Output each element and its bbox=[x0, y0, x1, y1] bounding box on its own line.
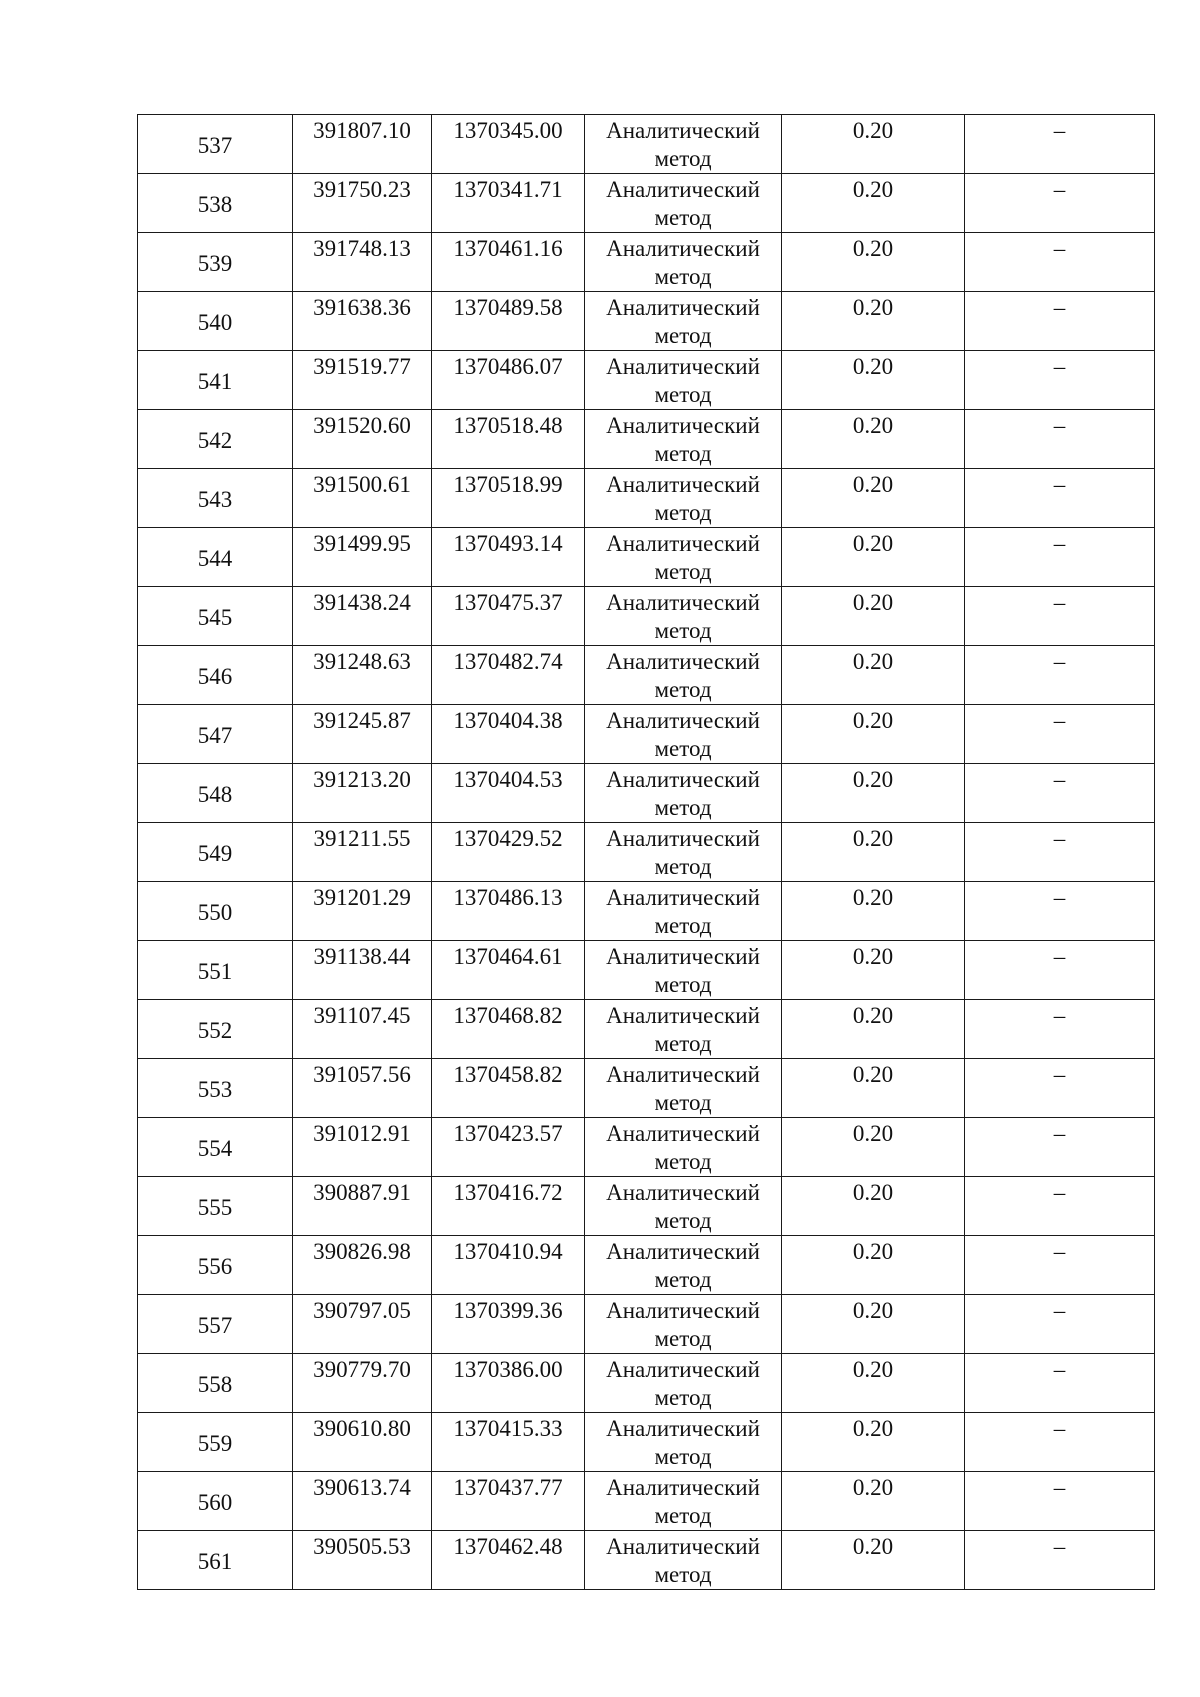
method-line-1: Аналитический bbox=[606, 531, 760, 556]
x-coordinate-cell: 391138.44 bbox=[293, 941, 432, 1000]
table-row bbox=[138, 351, 1155, 410]
method-cell bbox=[585, 1000, 782, 1059]
accuracy-cell: 0.20 bbox=[782, 1531, 965, 1590]
x-coordinate-cell: 391748.13 bbox=[293, 233, 432, 292]
point-number: 553 bbox=[197, 1077, 233, 1102]
table-row bbox=[138, 115, 1155, 174]
x-coordinate-cell: 391500.61 bbox=[293, 469, 432, 528]
method-cell bbox=[585, 1531, 782, 1590]
point-number: 548 bbox=[197, 782, 233, 807]
x-coordinate-cell: 390826.98 bbox=[293, 1236, 432, 1295]
method-line-2: метод bbox=[654, 618, 712, 643]
y-coordinate-cell: 1370404.38 bbox=[432, 705, 585, 764]
method-line-1: Аналитический bbox=[606, 1180, 760, 1205]
y-coordinate-cell: 1370423.57 bbox=[432, 1118, 585, 1177]
note-cell: – bbox=[965, 351, 1155, 410]
method-line-1: Аналитический bbox=[606, 1239, 760, 1264]
note-cell: – bbox=[965, 174, 1155, 233]
note-cell: – bbox=[965, 292, 1155, 351]
note-cell: – bbox=[965, 1000, 1155, 1059]
x-coordinate-cell: 390779.70 bbox=[293, 1354, 432, 1413]
y-coordinate-cell: 1370345.00 bbox=[432, 115, 585, 174]
table-row bbox=[138, 1000, 1155, 1059]
x-coordinate-cell: 391499.95 bbox=[293, 528, 432, 587]
point-number: 537 bbox=[197, 133, 233, 158]
method-cell bbox=[585, 1472, 782, 1531]
y-coordinate-cell: 1370415.33 bbox=[432, 1413, 585, 1472]
note-cell: – bbox=[965, 1295, 1155, 1354]
method-line-1: Аналитический bbox=[606, 649, 760, 674]
table-row bbox=[138, 1354, 1155, 1413]
point-number-cell bbox=[138, 351, 293, 410]
table-row bbox=[138, 292, 1155, 351]
accuracy-cell: 0.20 bbox=[782, 292, 965, 351]
method-line-1: Аналитический bbox=[606, 236, 760, 261]
method-line-2: метод bbox=[654, 1385, 712, 1410]
point-number: 554 bbox=[197, 1136, 233, 1161]
point-number: 558 bbox=[197, 1372, 233, 1397]
table-row bbox=[138, 882, 1155, 941]
x-coordinate-cell: 391750.23 bbox=[293, 174, 432, 233]
point-number-cell bbox=[138, 941, 293, 1000]
point-number-cell bbox=[138, 1177, 293, 1236]
accuracy-cell: 0.20 bbox=[782, 764, 965, 823]
x-coordinate-cell: 391638.36 bbox=[293, 292, 432, 351]
point-number-cell bbox=[138, 1531, 293, 1590]
table-row bbox=[138, 1295, 1155, 1354]
method-line-1: Аналитический bbox=[606, 1062, 760, 1087]
method-cell bbox=[585, 705, 782, 764]
table-row bbox=[138, 941, 1155, 1000]
accuracy-cell: 0.20 bbox=[782, 1118, 965, 1177]
method-line-1: Аналитический bbox=[606, 118, 760, 143]
x-coordinate-cell: 391519.77 bbox=[293, 351, 432, 410]
method-cell bbox=[585, 1177, 782, 1236]
method-line-2: метод bbox=[654, 913, 712, 938]
point-number: 539 bbox=[197, 251, 233, 276]
y-coordinate-cell: 1370458.82 bbox=[432, 1059, 585, 1118]
point-number: 538 bbox=[197, 192, 233, 217]
point-number-cell bbox=[138, 646, 293, 705]
method-line-2: метод bbox=[654, 1326, 712, 1351]
note-cell: – bbox=[965, 1354, 1155, 1413]
method-line-2: метод bbox=[654, 677, 712, 702]
y-coordinate-cell: 1370486.13 bbox=[432, 882, 585, 941]
method-line-1: Аналитический bbox=[606, 826, 760, 851]
y-coordinate-cell: 1370468.82 bbox=[432, 1000, 585, 1059]
accuracy-cell: 0.20 bbox=[782, 882, 965, 941]
point-number: 543 bbox=[197, 487, 233, 512]
point-number: 546 bbox=[197, 664, 233, 689]
method-line-2: метод bbox=[654, 1149, 712, 1174]
x-coordinate-cell: 390505.53 bbox=[293, 1531, 432, 1590]
x-coordinate-cell: 391807.10 bbox=[293, 115, 432, 174]
accuracy-cell: 0.20 bbox=[782, 1295, 965, 1354]
method-line-1: Аналитический bbox=[606, 767, 760, 792]
method-line-1: Аналитический bbox=[606, 1298, 760, 1323]
y-coordinate-cell: 1370493.14 bbox=[432, 528, 585, 587]
note-cell: – bbox=[965, 941, 1155, 1000]
method-line-2: метод bbox=[654, 382, 712, 407]
accuracy-cell: 0.20 bbox=[782, 1177, 965, 1236]
table-row bbox=[138, 1177, 1155, 1236]
note-cell: – bbox=[965, 1118, 1155, 1177]
table-row bbox=[138, 1118, 1155, 1177]
method-line-1: Аналитический bbox=[606, 1416, 760, 1441]
method-line-1: Аналитический bbox=[606, 1121, 760, 1146]
method-cell bbox=[585, 1354, 782, 1413]
method-line-1: Аналитический bbox=[606, 1003, 760, 1028]
point-number: 552 bbox=[197, 1018, 233, 1043]
note-cell: – bbox=[965, 882, 1155, 941]
method-line-1: Аналитический bbox=[606, 944, 760, 969]
table-row bbox=[138, 1059, 1155, 1118]
y-coordinate-cell: 1370489.58 bbox=[432, 292, 585, 351]
y-coordinate-cell: 1370482.74 bbox=[432, 646, 585, 705]
point-number-cell bbox=[138, 1000, 293, 1059]
method-line-2: метод bbox=[654, 1208, 712, 1233]
note-cell: – bbox=[965, 1472, 1155, 1531]
accuracy-cell: 0.20 bbox=[782, 1413, 965, 1472]
x-coordinate-cell: 391248.63 bbox=[293, 646, 432, 705]
x-coordinate-cell: 391245.87 bbox=[293, 705, 432, 764]
point-number-cell bbox=[138, 292, 293, 351]
method-line-2: метод bbox=[654, 795, 712, 820]
x-coordinate-cell: 391107.45 bbox=[293, 1000, 432, 1059]
accuracy-cell: 0.20 bbox=[782, 528, 965, 587]
note-cell: – bbox=[965, 1177, 1155, 1236]
y-coordinate-cell: 1370386.00 bbox=[432, 1354, 585, 1413]
accuracy-cell: 0.20 bbox=[782, 823, 965, 882]
accuracy-cell: 0.20 bbox=[782, 351, 965, 410]
point-number: 561 bbox=[197, 1549, 233, 1574]
method-line-2: метод bbox=[654, 205, 712, 230]
method-line-2: метод bbox=[654, 559, 712, 584]
accuracy-cell: 0.20 bbox=[782, 233, 965, 292]
method-line-2: метод bbox=[654, 854, 712, 879]
note-cell: – bbox=[965, 705, 1155, 764]
method-line-1: Аналитический bbox=[606, 708, 760, 733]
method-cell bbox=[585, 233, 782, 292]
method-cell bbox=[585, 469, 782, 528]
x-coordinate-cell: 391057.56 bbox=[293, 1059, 432, 1118]
point-number: 551 bbox=[197, 959, 233, 984]
y-coordinate-cell: 1370518.48 bbox=[432, 410, 585, 469]
table-row bbox=[138, 410, 1155, 469]
method-line-2: метод bbox=[654, 264, 712, 289]
method-cell bbox=[585, 410, 782, 469]
accuracy-cell: 0.20 bbox=[782, 174, 965, 233]
y-coordinate-cell: 1370475.37 bbox=[432, 587, 585, 646]
table-row bbox=[138, 646, 1155, 705]
point-number: 549 bbox=[197, 841, 233, 866]
method-cell bbox=[585, 174, 782, 233]
accuracy-cell: 0.20 bbox=[782, 115, 965, 174]
method-line-1: Аналитический bbox=[606, 885, 760, 910]
method-line-1: Аналитический bbox=[606, 1534, 760, 1559]
point-number: 550 bbox=[197, 900, 233, 925]
method-line-2: метод bbox=[654, 1267, 712, 1292]
accuracy-cell: 0.20 bbox=[782, 410, 965, 469]
method-line-2: метод bbox=[654, 1562, 712, 1587]
point-number: 555 bbox=[197, 1195, 233, 1220]
method-line-2: метод bbox=[654, 1503, 712, 1528]
table-row bbox=[138, 1472, 1155, 1531]
accuracy-cell: 0.20 bbox=[782, 1472, 965, 1531]
point-number-cell bbox=[138, 764, 293, 823]
y-coordinate-cell: 1370518.99 bbox=[432, 469, 585, 528]
table-row bbox=[138, 233, 1155, 292]
note-cell: – bbox=[965, 233, 1155, 292]
method-cell bbox=[585, 823, 782, 882]
point-number-cell bbox=[138, 469, 293, 528]
method-line-1: Аналитический bbox=[606, 177, 760, 202]
table-row bbox=[138, 528, 1155, 587]
method-cell bbox=[585, 1059, 782, 1118]
point-number: 560 bbox=[197, 1490, 233, 1515]
method-line-2: метод bbox=[654, 1031, 712, 1056]
method-cell bbox=[585, 1236, 782, 1295]
accuracy-cell: 0.20 bbox=[782, 1354, 965, 1413]
x-coordinate-cell: 390613.74 bbox=[293, 1472, 432, 1531]
x-coordinate-cell: 390887.91 bbox=[293, 1177, 432, 1236]
method-cell bbox=[585, 292, 782, 351]
point-number-cell bbox=[138, 1413, 293, 1472]
x-coordinate-cell: 391012.91 bbox=[293, 1118, 432, 1177]
x-coordinate-cell: 391438.24 bbox=[293, 587, 432, 646]
y-coordinate-cell: 1370404.53 bbox=[432, 764, 585, 823]
y-coordinate-cell: 1370416.72 bbox=[432, 1177, 585, 1236]
accuracy-cell: 0.20 bbox=[782, 941, 965, 1000]
point-number: 540 bbox=[197, 310, 233, 335]
method-cell bbox=[585, 882, 782, 941]
accuracy-cell: 0.20 bbox=[782, 1000, 965, 1059]
x-coordinate-cell: 391211.55 bbox=[293, 823, 432, 882]
coordinates-table-body bbox=[138, 115, 1155, 1590]
note-cell: – bbox=[965, 764, 1155, 823]
method-line-1: Аналитический bbox=[606, 1357, 760, 1382]
y-coordinate-cell: 1370464.61 bbox=[432, 941, 585, 1000]
method-cell bbox=[585, 1295, 782, 1354]
point-number-cell bbox=[138, 705, 293, 764]
method-line-1: Аналитический bbox=[606, 413, 760, 438]
point-number: 544 bbox=[197, 546, 233, 571]
y-coordinate-cell: 1370429.52 bbox=[432, 823, 585, 882]
x-coordinate-cell: 390797.05 bbox=[293, 1295, 432, 1354]
note-cell: – bbox=[965, 646, 1155, 705]
point-number-cell bbox=[138, 587, 293, 646]
point-number-cell bbox=[138, 823, 293, 882]
table-row bbox=[138, 1236, 1155, 1295]
point-number-cell bbox=[138, 1295, 293, 1354]
note-cell: – bbox=[965, 1531, 1155, 1590]
table-row bbox=[138, 469, 1155, 528]
table-row bbox=[138, 1531, 1155, 1590]
method-line-2: метод bbox=[654, 1090, 712, 1115]
method-line-1: Аналитический bbox=[606, 590, 760, 615]
note-cell: – bbox=[965, 823, 1155, 882]
method-line-2: метод bbox=[654, 972, 712, 997]
table-row bbox=[138, 823, 1155, 882]
y-coordinate-cell: 1370410.94 bbox=[432, 1236, 585, 1295]
method-line-1: Аналитический bbox=[606, 295, 760, 320]
method-line-1: Аналитический bbox=[606, 1475, 760, 1500]
note-cell: – bbox=[965, 469, 1155, 528]
point-number-cell bbox=[138, 174, 293, 233]
x-coordinate-cell: 391520.60 bbox=[293, 410, 432, 469]
method-line-2: метод bbox=[654, 441, 712, 466]
y-coordinate-cell: 1370341.71 bbox=[432, 174, 585, 233]
method-cell bbox=[585, 115, 782, 174]
accuracy-cell: 0.20 bbox=[782, 1059, 965, 1118]
accuracy-cell: 0.20 bbox=[782, 1236, 965, 1295]
method-cell bbox=[585, 941, 782, 1000]
point-number-cell bbox=[138, 1472, 293, 1531]
method-cell bbox=[585, 1413, 782, 1472]
note-cell: – bbox=[965, 528, 1155, 587]
method-line-2: метод bbox=[654, 736, 712, 761]
method-cell bbox=[585, 764, 782, 823]
note-cell: – bbox=[965, 1236, 1155, 1295]
table-row bbox=[138, 587, 1155, 646]
table-row bbox=[138, 174, 1155, 233]
point-number: 547 bbox=[197, 723, 233, 748]
point-number-cell bbox=[138, 882, 293, 941]
note-cell: – bbox=[965, 587, 1155, 646]
y-coordinate-cell: 1370399.36 bbox=[432, 1295, 585, 1354]
accuracy-cell: 0.20 bbox=[782, 587, 965, 646]
method-cell bbox=[585, 351, 782, 410]
point-number-cell bbox=[138, 528, 293, 587]
table-row bbox=[138, 764, 1155, 823]
table-row bbox=[138, 1413, 1155, 1472]
point-number-cell bbox=[138, 1354, 293, 1413]
accuracy-cell: 0.20 bbox=[782, 469, 965, 528]
note-cell: – bbox=[965, 410, 1155, 469]
x-coordinate-cell: 390610.80 bbox=[293, 1413, 432, 1472]
accuracy-cell: 0.20 bbox=[782, 646, 965, 705]
point-number: 556 bbox=[197, 1254, 233, 1279]
point-number-cell bbox=[138, 410, 293, 469]
point-number: 541 bbox=[197, 369, 233, 394]
note-cell: – bbox=[965, 1413, 1155, 1472]
method-line-2: метод bbox=[654, 1444, 712, 1469]
note-cell: – bbox=[965, 1059, 1155, 1118]
y-coordinate-cell: 1370462.48 bbox=[432, 1531, 585, 1590]
table-row bbox=[138, 705, 1155, 764]
point-number-cell bbox=[138, 115, 293, 174]
point-number-cell bbox=[138, 1059, 293, 1118]
point-number-cell bbox=[138, 1236, 293, 1295]
method-cell bbox=[585, 528, 782, 587]
method-cell bbox=[585, 646, 782, 705]
method-line-2: метод bbox=[654, 323, 712, 348]
method-line-2: метод bbox=[654, 500, 712, 525]
method-line-1: Аналитический bbox=[606, 354, 760, 379]
method-line-1: Аналитический bbox=[606, 472, 760, 497]
point-number: 545 bbox=[197, 605, 233, 630]
note-cell: – bbox=[965, 115, 1155, 174]
accuracy-cell: 0.20 bbox=[782, 705, 965, 764]
point-number-cell bbox=[138, 1118, 293, 1177]
point-number: 559 bbox=[197, 1431, 233, 1456]
x-coordinate-cell: 391213.20 bbox=[293, 764, 432, 823]
y-coordinate-cell: 1370461.16 bbox=[432, 233, 585, 292]
coordinates-table bbox=[137, 114, 1155, 1590]
y-coordinate-cell: 1370437.77 bbox=[432, 1472, 585, 1531]
point-number: 557 bbox=[197, 1313, 233, 1338]
y-coordinate-cell: 1370486.07 bbox=[432, 351, 585, 410]
method-line-2: метод bbox=[654, 146, 712, 171]
method-cell bbox=[585, 1118, 782, 1177]
method-cell bbox=[585, 587, 782, 646]
x-coordinate-cell: 391201.29 bbox=[293, 882, 432, 941]
point-number-cell bbox=[138, 233, 293, 292]
point-number: 542 bbox=[197, 428, 233, 453]
